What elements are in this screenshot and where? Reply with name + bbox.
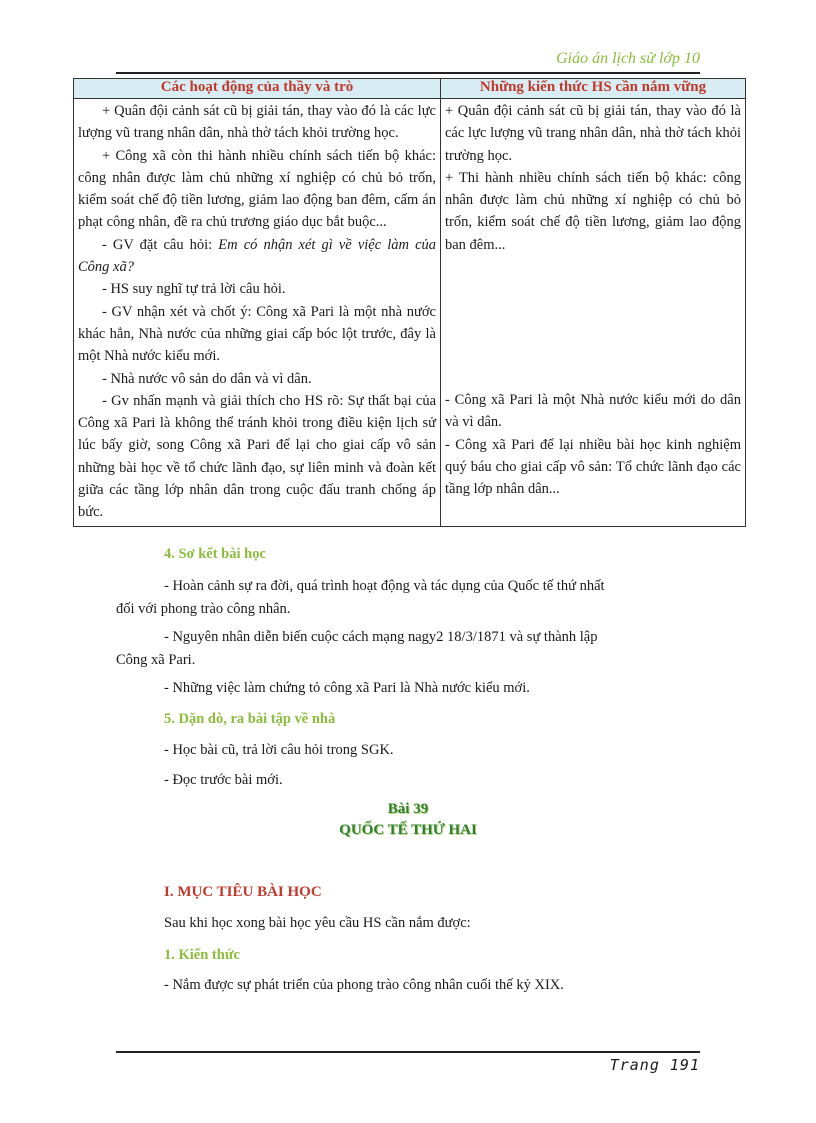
document-header-title: Giáo án lịch sử lớp 10: [556, 50, 700, 67]
knowledge-paragraph: - Công xã Pari là một Nhà nước kiểu mới do dân và vì dân.: [445, 392, 741, 431]
question-text: Em có nhận xét gì về việc làm của Công xã?: [78, 236, 436, 276]
header-divider: [116, 72, 700, 74]
summary-item: - Nguyên nhân diễn biến cuộc cách mạng nagy2 18/3/1871 và sự thành lập: [164, 629, 598, 645]
lesson-number: Bài 39: [387, 801, 429, 817]
column-header-activities: Các hoạt động của thầy và trò: [74, 79, 441, 99]
section-5-title: 5. Dặn dò, ra bài tập về nhà: [164, 711, 336, 727]
activity-paragraph: + Công xã còn thi hành nhiều chính sách tiến bộ khác: công nhân được làm chủ những xí nghiệp có chủ bỏ trốn, kiểm soát chế độ tiền lương, giảm lao động ban đêm, cấm án phạt công nhân, đề ra chủ trương giáo dục bắt buộc...: [78, 147, 436, 231]
activity-paragraph: - Gv nhấn mạnh và giải thích cho HS rõ: Sự thất bại của Công xã Pari là không thể tránh khỏi trong điều kiện lịch sử lúc bấy giờ, song Công xã Pari để lại cho giai cấp vô sản những bài học về tổ chức lãnh đạo, sự liên minh và đoàn kết giữa các tầng lớp nhân dân trong cuộc đấu tranh chống áp bức.: [78, 392, 436, 521]
column-header-knowledge: Những kiến thức HS cần nắm vững: [441, 79, 746, 99]
teacher-question: [78, 234, 436, 279]
page-number: Trang 191: [609, 1056, 700, 1074]
activity-paragraph: - HS suy nghĩ tự trả lời câu hỏi.: [102, 281, 286, 298]
footer-divider: [116, 1051, 700, 1053]
summary-item-continued: Công xã Pari.: [116, 652, 196, 668]
knowledge-item: - Nắm được sự phát triển của phong trào công nhân cuối thế kỷ XIX.: [164, 977, 564, 993]
table-row: [74, 99, 746, 527]
section-4-title: 4. Sơ kết bài học: [164, 546, 266, 562]
activity-paragraph: - Nhà nước vô sản do dân và vì dân.: [102, 370, 312, 387]
objectives-heading: I. MỤC TIÊU BÀI HỌC: [164, 884, 322, 900]
knowledge-paragraph: + Quân đội cảnh sát cũ bị giải tán, thay vào đó là các lực lượng vũ trang nhân dân, nhà thờ tách khỏi trường học.: [445, 103, 741, 164]
knowledge-title: 1. Kiến thức: [164, 947, 240, 963]
summary-item-continued: đối với phong trào công nhân.: [116, 601, 291, 617]
summary-item: - Hoàn cảnh sự ra đời, quá trình hoạt động và tác dụng của Quốc tế thứ nhất: [164, 578, 605, 594]
knowledge-paragraph: + Thi hành nhiều chính sách tiến bộ khác: công nhân được làm chủ những xí nghiệp có chủ bỏ trốn, kiểm soát chế độ tiền lương, giảm lao động ban đêm...: [445, 169, 741, 253]
homework-item: - Học bài cũ, trả lời câu hỏi trong SGK.: [164, 742, 394, 758]
lesson-title: QUỐC TẾ THỨ HAI: [339, 822, 477, 838]
objectives-intro: Sau khi học xong bài học yêu cầu HS cần nắm được:: [164, 915, 471, 931]
activities-cell: [74, 99, 441, 527]
question-prefix: - GV đặt câu hỏi:: [102, 236, 219, 253]
activity-paragraph: + Quân đội cảnh sát cũ bị giải tán, thay vào đó là các lực lượng vũ trang nhân dân, nhà thờ tách khỏi trường học.: [78, 103, 436, 142]
knowledge-cell: [441, 99, 746, 527]
knowledge-paragraph: - Công xã Pari để lại nhiều bài học kinh nghiệm quý báu cho giai cấp vô sản: Tổ chức lãnh đạo các tầng lớp nhân dân...: [445, 436, 741, 498]
activity-paragraph: - GV nhận xét và chốt ý: Công xã Pari là một nhà nước khác hẳn, Nhà nước của những giai cấp bóc lột trước, đây là một Nhà nước kiểu mới.: [78, 303, 436, 365]
homework-item: - Đọc trước bài mới.: [164, 772, 283, 788]
spacer: [445, 256, 741, 389]
table-header-row: [74, 79, 746, 99]
lesson-plan-table: [73, 78, 746, 527]
summary-item: - Những việc làm chứng tỏ công xã Pari là Nhà nước kiểu mới.: [164, 680, 530, 696]
